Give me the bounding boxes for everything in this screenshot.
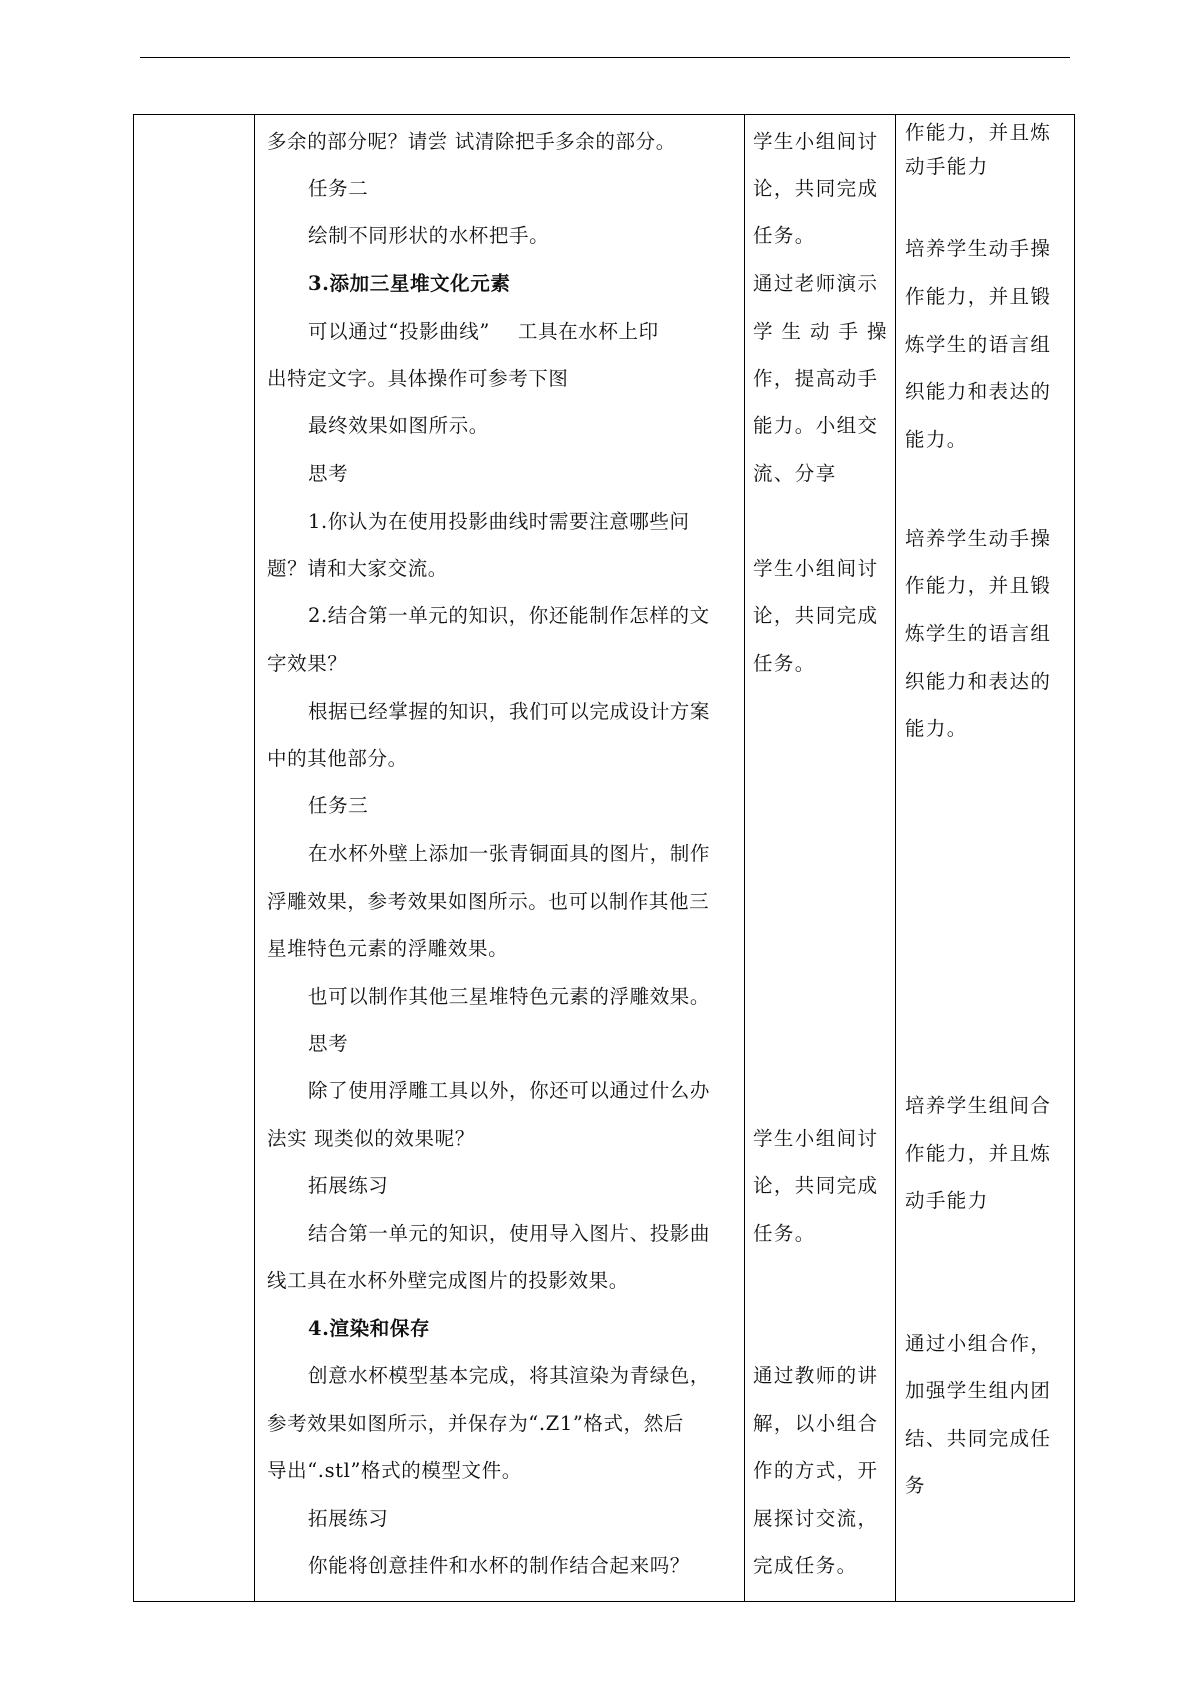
column-divider-1 — [254, 114, 255, 1602]
activity-line: 流、分享 — [753, 462, 837, 485]
content-line: 星堆特色元素的浮雕效果。 — [267, 937, 509, 960]
content-line: 题？请和大家交流。 — [267, 557, 448, 580]
activity-line: 任务。 — [753, 224, 816, 247]
content-line: 也可以制作其他三星堆特色元素的浮雕效果。 — [308, 985, 711, 1008]
activity-line: 任务。 — [753, 652, 816, 675]
column-divider-2 — [744, 114, 745, 1602]
content-line: 浮雕效果，参考效果如图所示。也可以制作其他三 — [267, 890, 710, 913]
intent-line: 作能力，并且炼 — [905, 1142, 1052, 1165]
content-line: 线工具在水杯外壁完成图片的投影效果。 — [267, 1269, 629, 1292]
activity-line: 论，共同完成 — [753, 1174, 879, 1197]
activity-line: 学生小组间讨 — [753, 557, 879, 580]
activity-line: 论，共同完成 — [753, 177, 879, 200]
intent-line: 通过小组合作， — [905, 1332, 1052, 1355]
content-line: 你能将创意挂件和水杯的制作结合起来吗？ — [308, 1554, 690, 1577]
content-line: 结合第一单元的知识，使用导入图片、投影曲 — [308, 1222, 711, 1245]
content-line: 出特定文字。具体操作可参考下图 — [267, 367, 569, 390]
intent-line: 织能力和表达的 — [905, 380, 1052, 403]
activity-line: 任务。 — [753, 1222, 816, 1245]
activity-line: 完成任务。 — [753, 1554, 858, 1577]
content-line: 导出“.stl”格式的模型文件。 — [267, 1459, 522, 1482]
content-line: 可以通过“投影曲线” — [308, 320, 490, 343]
intent-line: 炼学生的语言组 — [905, 333, 1052, 356]
content-line: 参考效果如图所示，并保存为“.Z1”格式，然后 — [267, 1412, 684, 1435]
section-heading: 4.渲染和保存 — [308, 1317, 431, 1340]
intent-line: 动手能力 — [905, 155, 989, 178]
intent-line: 结、共同完成任 — [905, 1427, 1052, 1450]
intent-line: 炼学生的语言组 — [905, 622, 1052, 645]
activity-line: 解，以小组合 — [753, 1412, 879, 1435]
header-rule — [140, 57, 1070, 58]
activity-line: 论，共同完成 — [753, 604, 879, 627]
intent-line: 能力。 — [905, 428, 968, 451]
content-line: 在水杯外壁上添加一张青铜面具的图片，制作 — [308, 842, 711, 865]
content-line: 最终效果如图所示。 — [308, 414, 489, 437]
content-line: 任务二 — [308, 177, 369, 200]
content-line: 拓展练习 — [308, 1507, 389, 1530]
intent-line: 培养学生动手操 — [905, 237, 1052, 260]
activity-line: 展探讨交流， — [753, 1507, 879, 1530]
content-line: 中的其他部分。 — [267, 747, 408, 770]
intent-line: 培养学生组间合 — [905, 1094, 1052, 1117]
activity-line: 能力。小组交 — [753, 414, 879, 437]
section-heading: 3.添加三星堆文化元素 — [308, 272, 511, 295]
content-line: 除了使用浮雕工具以外，你还可以通过什么办 — [308, 1079, 711, 1102]
activity-line: 通过老师演示 — [753, 272, 879, 295]
activity-line: 学生小组间讨 — [753, 1127, 879, 1150]
content-line: 1.你认为在使用投影曲线时需要注意哪些问 — [308, 510, 690, 533]
intent-line: 培养学生动手操 — [905, 527, 1052, 550]
intent-line: 织能力和表达的 — [905, 670, 1052, 693]
intent-line: 作能力，并且锻 — [905, 574, 1052, 597]
content-line: 工具在水杯上印 — [518, 320, 659, 343]
content-line: 拓展练习 — [308, 1174, 389, 1197]
content-line: 多余的部分呢？请尝 试清除把手多余的部分。 — [267, 130, 676, 153]
intent-line: 动手能力 — [905, 1189, 989, 1212]
intent-line: 加强学生组内团 — [905, 1379, 1052, 1402]
content-line: 绘制不同形状的水杯把手。 — [308, 224, 550, 247]
activity-line: 学生小组间讨 — [753, 130, 879, 153]
activity-line: 学 生 动 手 操 — [753, 320, 888, 343]
intent-line: 作能力，并且炼 — [905, 121, 1052, 144]
activity-line: 作，提高动手 — [753, 367, 879, 390]
content-line: 思考 — [308, 1032, 349, 1055]
content-line: 2.结合第一单元的知识，你还能制作怎样的文 — [308, 604, 710, 627]
column-divider-3 — [895, 114, 896, 1602]
content-line: 字效果？ — [267, 652, 348, 675]
content-line: 根据已经掌握的知识，我们可以完成设计方案 — [308, 700, 711, 723]
intent-line: 作能力，并且锻 — [905, 285, 1052, 308]
activity-line: 通过教师的讲 — [753, 1364, 879, 1387]
intent-line: 务 — [905, 1474, 926, 1497]
content-line: 任务三 — [308, 794, 369, 817]
activity-line: 作的方式，开 — [753, 1459, 879, 1482]
content-line: 思考 — [308, 462, 349, 485]
content-line: 法实 现类似的效果呢？ — [267, 1127, 475, 1150]
intent-line: 能力。 — [905, 717, 968, 740]
content-line: 创意水杯模型基本完成，将其渲染为青绿色， — [308, 1364, 711, 1387]
